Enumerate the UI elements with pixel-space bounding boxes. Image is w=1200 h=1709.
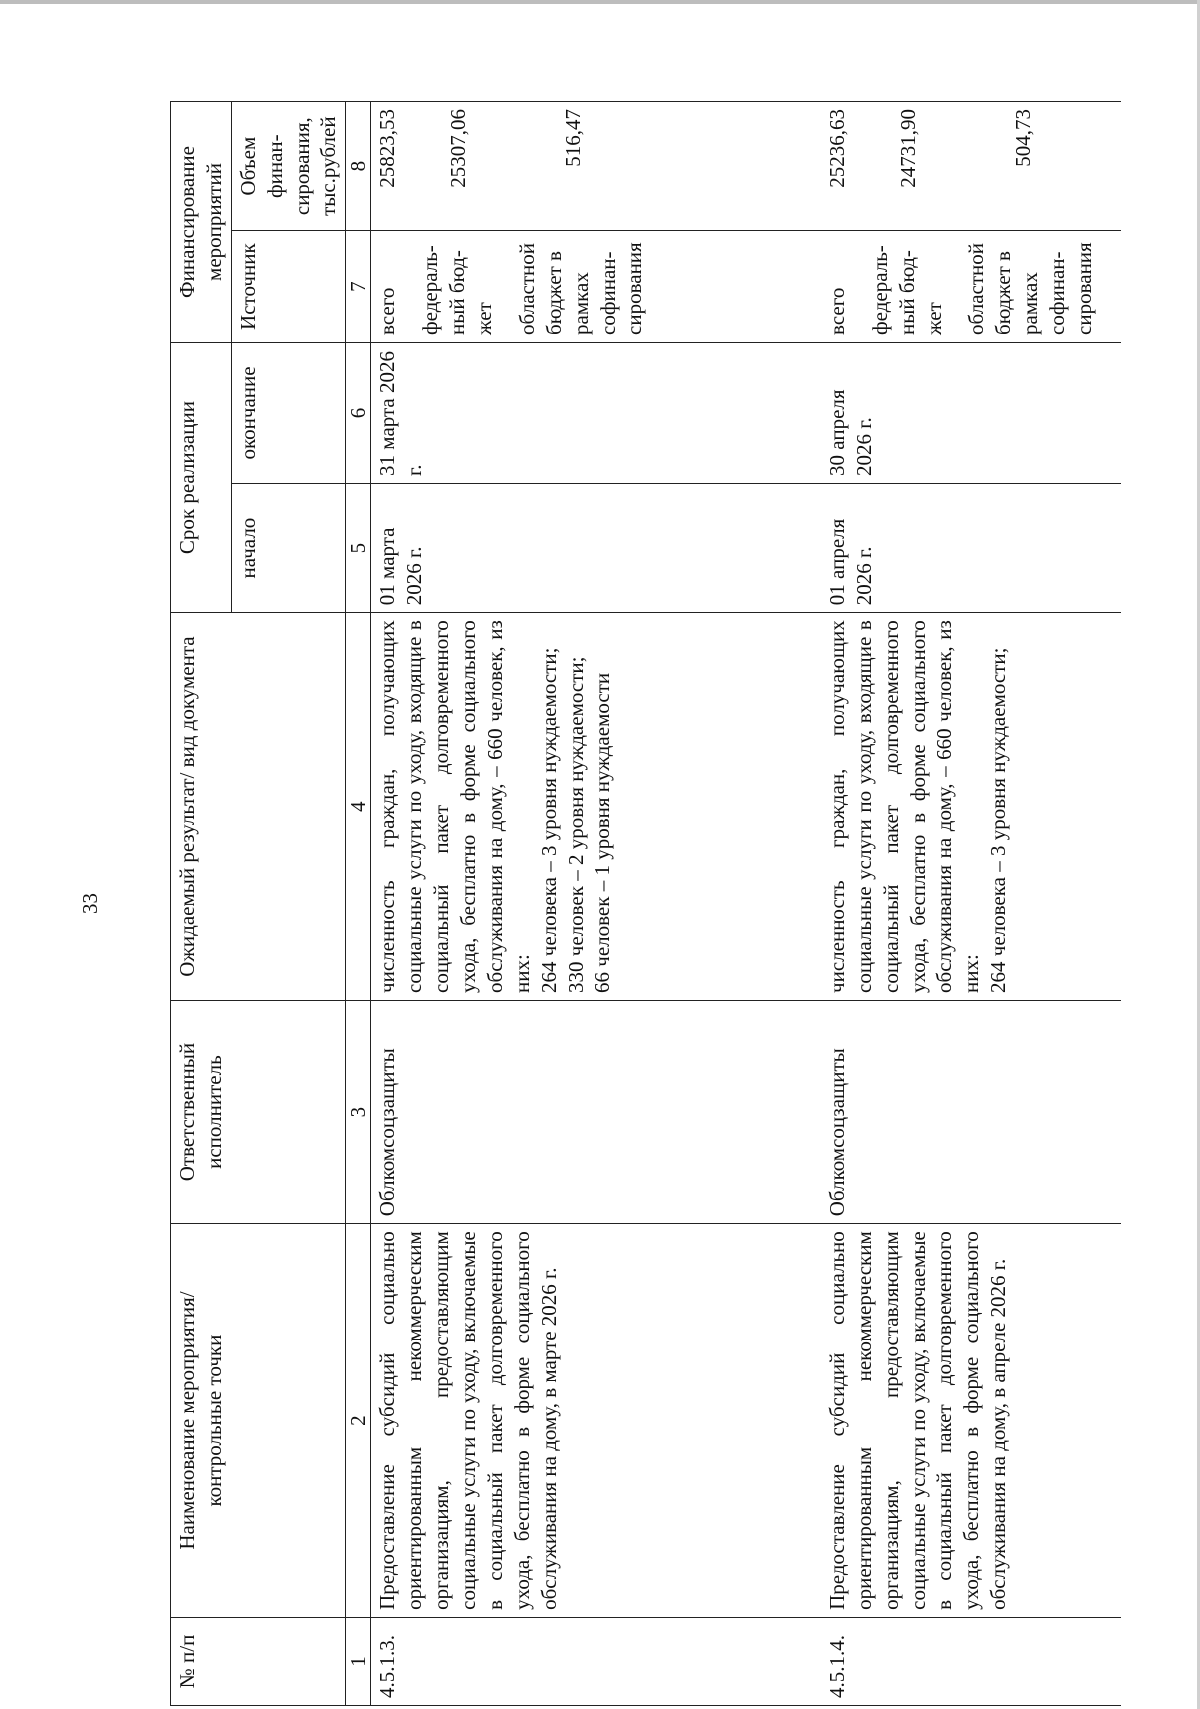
result-paragraph: 66 человек – 1 уровня нуждаемости	[590, 672, 615, 993]
row-result	[371, 613, 821, 1001]
table-body	[371, 102, 1121, 1706]
index-row	[346, 102, 371, 1706]
row-result	[821, 613, 1121, 1001]
row-num: 4.5.1.3.	[371, 1617, 821, 1705]
header-start: начало	[231, 483, 346, 612]
index-cell: 5	[346, 483, 371, 612]
source-regional: областной бюджет в рамках софинан-сирования	[514, 242, 647, 335]
source-total: всего	[375, 287, 400, 335]
header-result: Ожидаемый результат/ вид документа	[171, 613, 346, 1001]
amount-federal: 24731,90	[895, 109, 920, 188]
index-cell: 1	[346, 1617, 371, 1705]
row-executor: Облкомсоцзащиты	[371, 1000, 821, 1223]
amount-regional: 516,47	[561, 109, 586, 167]
index-cell: 3	[346, 1000, 371, 1223]
source-federal: федераль-ный бюд-жет	[418, 245, 497, 335]
row-name: Предоставление субсидий социально ориентированным некоммерческим организациям, предоставляющим социальные услуги по уходу, включаемые в социальный пакет долговременного ухода, бесплатно в форме социального обслуживания на дому, в апреле 2026 г.	[821, 1224, 1121, 1618]
result-paragraph: 264 человека – 3 уровня нуждаемости;	[536, 647, 561, 993]
header-num: № п/п	[171, 1617, 346, 1705]
amount-total: 25236,63	[824, 109, 849, 188]
row-start: 01 апреля 2026 г.	[821, 483, 1121, 612]
result-paragraph: численность граждан, получающих социальные услуги по уходу, входящие в социальный пакет долговременного ухода, бесплатно в форме социального обслуживания на дому, – 660 человек, из них:	[375, 620, 534, 993]
row-executor: Облкомсоцзащиты	[821, 1000, 1121, 1223]
row-amount	[371, 102, 821, 231]
scan-edge-top	[0, 0, 1200, 4]
page-number: 33	[78, 893, 102, 914]
header-name: Наименование мероприятия/ контрольные точки	[171, 1224, 346, 1618]
header-term-group: Срок реализации	[171, 342, 232, 612]
header-amount: Объем финан-сирования, тыс.рублей	[231, 102, 346, 231]
header-finance-group: Финансирование мероприятий	[171, 102, 232, 343]
row-end: 31 марта 2026 г.	[371, 342, 821, 483]
index-cell: 8	[346, 102, 371, 231]
amount-total: 25823,53	[375, 109, 400, 188]
row-end: 30 апреля 2026 г.	[821, 342, 1121, 483]
index-cell: 2	[346, 1224, 371, 1618]
result-paragraph: численность граждан, получающих социальные услуги по уходу, входящие в социальный пакет долговременного ухода, бесплатно в форме социального обслуживания на дому, – 660 человек, из них:	[824, 620, 984, 993]
rotated-content	[78, 101, 1096, 1706]
table-row	[821, 102, 1121, 1706]
amount-federal: 25307,06	[446, 109, 471, 188]
amount-regional: 504,73	[1010, 109, 1035, 167]
source-regional: областной бюджет в рамках софинан-сирования	[964, 242, 1096, 335]
row-start: 01 марта 2026 г.	[371, 483, 821, 612]
source-federal: федераль-ный бюд-жет	[867, 245, 946, 335]
index-cell: 4	[346, 613, 371, 1001]
plan-table	[170, 101, 1121, 1706]
row-source	[371, 231, 821, 343]
source-total: всего	[824, 287, 849, 335]
table-header	[171, 102, 371, 1706]
row-name: Предоставление субсидий социально ориентированным некоммерческим организациям, предоставляющим социальные услуги по уходу, включаемые в социальный пакет долговременного ухода, бесплатно в форме социального обслуживания на дому, в марте 2026 г.	[371, 1224, 821, 1618]
result-paragraph: 330 человек – 2 уровня нуждаемости;	[563, 656, 588, 993]
result-paragraph: 264 человека – 3 уровня нуждаемости;	[986, 647, 1011, 993]
header-source: Источник	[231, 231, 346, 343]
row-source	[821, 231, 1121, 343]
index-cell: 7	[346, 231, 371, 343]
table-row	[371, 102, 821, 1706]
row-amount	[821, 102, 1121, 231]
row-num: 4.5.1.4.	[821, 1617, 1121, 1705]
header-end: окончание	[231, 342, 346, 483]
index-cell: 6	[346, 342, 371, 483]
header-executor: Ответственный исполнитель	[171, 1000, 346, 1223]
